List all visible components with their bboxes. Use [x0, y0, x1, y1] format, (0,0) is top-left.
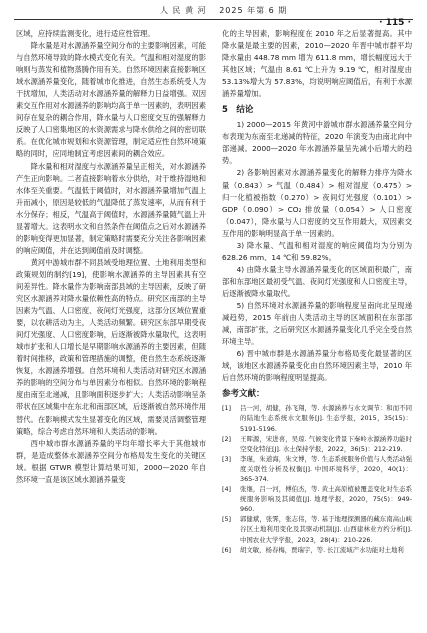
- journal-name: 人 民 黄 河: [160, 6, 207, 15]
- reference-text: 张继，吕一河，傅伯杰，等. 黄土高原植被覆盖变化对生态系统服务影响及其阈值[J]. 地理学报，2020，75(5)：949-960.: [240, 485, 412, 514]
- reference-number: [3]: [222, 454, 232, 463]
- reference-text: 郭健斌，张霁，张志伟，等. 基于地理探测器的藏东南高山峡谷区土地利用变化及其驱动机制[J]. 山西建林业方约分析[J]. 中国农业大学学报，2023，28(4)：210-226.: [240, 515, 412, 544]
- left-column: [16, 28, 206, 486]
- paragraph: 化的主导因素，影响程度在 2010 年之后显著提高。其中降水量是最主要的因素，2010—2020 年晋中城市群平均降水量由 448.78 mm 增为 611.8 mm，增长幅度远大于其他区域；气温由 8.61 ℃上升为 9.19 ℃，相对湿度由 53.13%增大为 57.83%，均说明响应阈值后，有利于水源涵养量增加。: [222, 29, 412, 99]
- page-number: · 115 ·: [379, 18, 411, 28]
- reference-text: 李瑾，朱道海，朱文博，等. 生态系统服务价值与人类活动强度关联性分析及权衡[J]. 中国环境科学，2020，40(1)：365-374.: [240, 454, 412, 483]
- paragraph: 降水量和相对湿度与水源涵养量呈正相关，对水源涵养产生正向影响。二者直接影响着水分供给，对于维持湿地和水体至关重要。气温低于阈值时，对水源涵养量增加气温上升而减小，原因是较低的气温降低了蒸发速率，从而有利于水分保存；相反，气温高于阈值时，水源涵养量随气温上升显著增大。这表明水文和自然条件在阈值点之后对水源涵养的影响变得更加显著，制定策略时需要充分关注各影响因素的响应阈值，并在达到阈值前及时调整。: [16, 161, 206, 255]
- paragraph: 西中城市群水源涵养量的平均年增长率大于其他城市群，是造成整体水源涵养空间分布格局发生变化的关键区域。根据 GTWR 模型计算结果可知，2000—2020 年自然环境一直是该区域水源涵养量变: [16, 438, 206, 484]
- reference-item: [222, 545, 412, 555]
- paragraph: 1) 2000—2015 年黄河中游城市群水源涵养量空间分布表现为东南至北递减的特征，2020 年演变为由南北向中部递减。2000—2020 年水源涵养量呈先减小后增大的趋势。: [222, 120, 412, 166]
- reference-text: 王晖源，宋进喜，吴琼. 气候变化背景下秦岭水源涵养功能时空变化特征[J]. 水土保持学报，2022，36(5)：212-219.: [240, 434, 412, 453]
- reference-text: 吕一河，胡健，孙飞翔，等. 水源涵养与水文调节：和而不同的陆地生态系统水文服务[J]. 生态学报，2015，35(15)：5191-5196.: [240, 404, 412, 433]
- paragraph: 区域，应持续监测变化，进行适应性管理。: [16, 29, 155, 38]
- reference-item: [222, 434, 412, 454]
- header-rule: [14, 19, 413, 20]
- reference-number: [2]: [222, 434, 232, 443]
- reference-text: 胡文敏，杨春梅，贾瑞宇，等. 长江流域产水功能对土地利: [240, 545, 404, 554]
- paragraph: 降水量是对水源涵养量空间分布的主要影响因素，可能与自然环境导致的降水模式变化有关。气温和相对湿度的影响则与蒸发和植物蒸腾作用有关。自然环境因素直接影响区域水源涵养量变化，随着城市化推进，自然生态系统受人为干扰增加，人类活动对水源涵养量的解释力日益增强。双因素交互作用对水源涵养的影响均高于单一因素的，表明因素间存在复杂的耦合作用，降水量与人口密度交互的强解释力反映了人口密集地区的水资源需求与降水供给之间的密切联系。在优化城市规划和水资源管理，制定适应性自然环境策略的同时，应同地制宜考虑因素间的耦合效应。: [16, 41, 206, 159]
- paragraph: 黄河中游城市群不同县域受地理位置、土地利用类型和政策规划的制约[19]，使影响水源涵养的主导因素具有空间差异性。降水量作为影响南部县域的主导因素，反映了研究区水源涵养对降水量依赖性高的特点。研究区南部的主导因素为气温、人口密度、夜间灯光强度，这部分区域位置重要，以农耕活动为主，人类活动频繁。研究区东部早期受夜间灯光强度、人口密度影响，后逐渐被降水量取代，这表明城市扩张和人口增长是早期影响水源涵养的主要因素，但随着时间推移，政策和管理措施的调整，使自然生态系统逐渐恢复，水源涵养增强。自然环境和人类活动对研究区水源涵养的影响的空间分布与单因素分布相似。自然环境的影响程度由南至北递减，且影响面积逐步扩大；人类活动影响呈条带状在区域集中在东北和南部区域，后逐渐被自然环境作用替代。在影响模式发生显著变化的区域，需要灵活调整管理策略，综合考虑自然环境和人类活动的影响。: [16, 257, 206, 436]
- section-heading: 参考文献：: [222, 389, 265, 400]
- reference-list: [222, 403, 412, 554]
- page-header: [0, 0, 427, 22]
- issue-label: 2025 年第 6 期: [219, 6, 288, 15]
- reference-number: [1]: [222, 404, 232, 413]
- reference-item: [222, 403, 412, 433]
- section-heading: 5 结论: [222, 105, 254, 116]
- reference-number: [4]: [222, 485, 232, 494]
- reference-item: [222, 514, 412, 544]
- reference-number: [5]: [222, 515, 232, 524]
- reference-number: [6]: [222, 545, 232, 554]
- paragraph: 6) 晋中城市群是水源涵养量分布格局变化最显著的区域，该地区水源涵养量变化由自然环境因素主导，2010 年后自然环境的影响程度明显提高。: [222, 349, 412, 383]
- paragraph: 3) 降水量、气温和相对湿度的响应阈值均为分别为 628.26 mm、14 ℃和 59.82%。: [222, 240, 412, 262]
- reference-item: [222, 484, 412, 514]
- paragraph: 2) 各影响因素对水源涵养量变化的解释力排序为降水量（0.843）> 气温（0.484）> 相对湿度（0.475）> 归一化植被指数（0.270）> 夜间灯光强度（0.101）> GDP（0.090）> CO₂ 排放量（0.054）> 人口密度（0.047），降水量与人口密度的交互作用最大，双因素交互作用的影响明显高于单一因素的。: [222, 168, 412, 238]
- reference-item: [222, 454, 412, 484]
- paragraph: 4) 由降水量主导水源涵养量变化的区域面积最广，南部和东部地区最初受气温、夜间灯光强度和人口密度主导，后逐渐被降水量取代。: [222, 264, 412, 298]
- journal-header: [160, 5, 287, 16]
- right-column: [222, 28, 412, 555]
- paragraph: 5) 自然环境对水源涵养量的影响程度呈南向北呈现递减趋势，2015 年前由人类活动主导的区域面积在东部部减，南部扩张，之后研究区水源涵养量变化几乎完全受自然环境主导。: [222, 300, 412, 347]
